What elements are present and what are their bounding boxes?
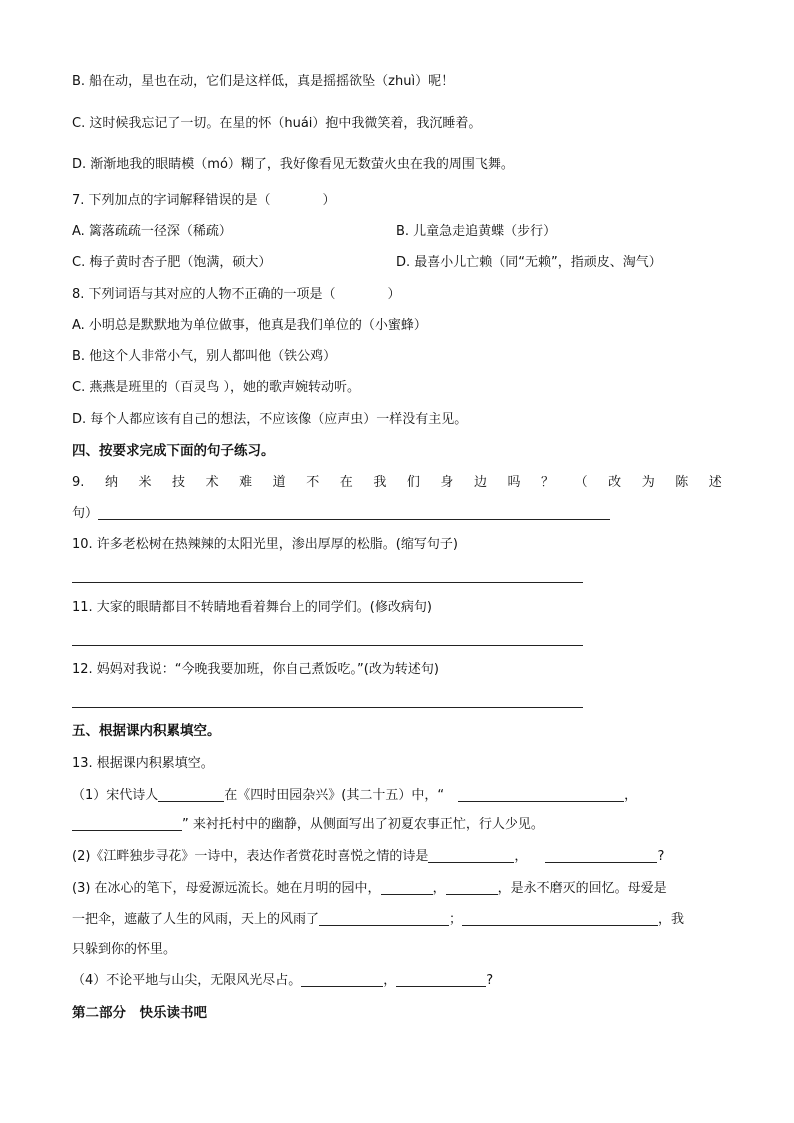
q10-answer-line[interactable] [72,582,583,583]
q10-question: 10. 许多老松树在热辣辣的太阳光里，渗出厚厚的松脂。(缩写句子) [72,537,458,552]
q13-part4 [72,971,493,991]
q9-char: 改 [608,475,622,490]
q13-p1-text-d: ” 来衬托村中的幽静，从侧面写出了初夏农事正忙，行人少见。 [182,817,544,832]
q9-char: ？ [541,475,555,490]
q7-option-d: D. 最喜小儿亡赖（同“无赖”，指顽皮、淘气） [396,255,662,270]
q6-option-c: C. 这时候我忘记了一切。在星的怀（huái）抱中我微笑着，我沉睡着。 [72,116,482,131]
q13-p3-text-e: ； [449,912,463,927]
part2-heading: 第二部分 快乐读书吧 [72,1005,207,1021]
q13-p3-text-d: 一把伞，遮蔽了人生的风雨，天上的风雨了 [72,912,320,927]
q9-char: 技 [172,475,186,490]
q8-stem: 8. 下列词语与其对应的人物不正确的一项是（ ） [72,287,401,302]
q9-char: 边 [473,475,487,490]
q9-char: 难 [239,475,253,490]
q9-char: 们 [406,475,420,490]
q13-p3-blank-2[interactable] [446,880,498,895]
q9-char: 我 [373,475,387,490]
q13-p3-text-a: (3) 在冰心的笔下，母爱源远流长。她在月明的园中， [72,881,381,896]
q13-p2-text-c: ? [657,849,665,864]
q8-option-b: B. 他这个人非常小气，别人都叫他（铁公鸡） [72,349,337,364]
q13-p3-blank-4[interactable] [462,911,658,926]
q12-answer-line[interactable] [72,707,583,708]
q13-p3-text-c: ，是永不磨灭的回忆。母爱是 [497,881,667,896]
q13-part2 [72,847,664,867]
q7-stem: 7. 下列加点的字词解释错误的是（ ） [72,193,336,208]
q9-answer-blank[interactable] [98,505,610,520]
q9-char: 陈 [675,475,689,490]
q13-p4-blank-1[interactable] [301,972,383,987]
q13-p4-text-a: （4）不论平地与山尖，无限风光尽占。 [72,973,302,988]
q13-p1-blank-poet[interactable] [158,787,224,802]
q9-char: 在 [339,475,353,490]
q11-question: 11. 大家的眼睛都目不转睛地看着舞台上的同学们。(修改病句) [72,600,432,615]
q13-p1-text-b: 在《四时田园杂兴》(其二十五）中，“ [224,788,445,803]
section5-heading: 五、根据课内积累填空。 [72,723,221,739]
q9-char: 身 [440,475,454,490]
q13-p3-blank-3[interactable] [319,911,449,926]
q8-option-a: A. 小明总是默默地为单位做事，他真是我们单位的（小蜜蜂） [72,318,427,333]
q6-option-d: D. 渐渐地我的眼睛模（mó）糊了，我好像看见无数萤火虫在我的周围飞舞。 [72,157,514,172]
q13-p1-text-c: ， [624,788,638,803]
q9-char: 9. [72,475,85,490]
q13-p2-text-b: ， [514,849,528,864]
q9-char: 道 [272,475,286,490]
q9-answer-line [72,504,610,524]
q7-option-c: C. 梅子黄时杏子肥（饱满，硕大） [72,255,272,270]
q9-question [72,473,722,493]
q13-p2-blank-1[interactable] [428,848,514,863]
q13-p1-blank-line1[interactable] [458,787,624,802]
q13-p3-blank-1[interactable] [381,880,433,895]
q13-p4-text-c: ? [486,973,494,988]
q8-option-c: C. 燕燕是班里的（百灵鸟 ），她的歌声婉转动听。 [72,380,360,395]
q9-char: 米 [138,475,152,490]
section4-heading: 四、按要求完成下面的句子练习。 [72,443,275,459]
q13-stem: 13. 根据课内积累填空。 [72,756,214,771]
q13-p3-text-f: ，我 [658,912,685,927]
q7-option-a: A. 篱落疏疏一径深（稀疏） [72,224,232,239]
q13-part3-line1 [72,879,667,899]
q13-p4-blank-2[interactable] [396,972,486,987]
q13-p2-blank-2[interactable] [545,848,657,863]
q9-char: 术 [205,475,219,490]
q13-part3-line3: 只躲到你的怀里。 [72,942,177,957]
q13-p1-blank-line2[interactable] [72,816,182,831]
q13-p1-text-a: （1）宋代诗人 [72,788,159,803]
q11-answer-line[interactable] [72,645,583,646]
q13-p3-text-b: ， [432,881,446,896]
q9-char: 吗 [507,475,521,490]
q9-char: 不 [306,475,320,490]
q6-option-b: B. 船在动，星也在动，它们是这样低，真是摇摇欲坠（zhuì）呢！ [72,74,455,89]
q13-p2-text-a: (2)《江畔独步寻花》一诗中，表达作者赏花时喜悦之情的诗是 [72,849,429,864]
q12-question: 12. 妈妈对我说：“今晚我要加班，你自己煮饭吃。”(改为转述句) [72,662,439,677]
q7-option-b: B. 儿童急走追黄蝶（步行） [396,224,557,239]
q13-p4-text-b: ， [383,973,397,988]
q8-option-d: D. 每个人都应该有自己的想法，不应该像（应声虫）一样没有主见。 [72,412,468,427]
q9-char: （ [574,475,588,490]
q9-end: 句） [72,506,99,521]
q13-part1-line2 [72,815,544,835]
q9-char: 为 [641,475,655,490]
q9-char: 纳 [104,475,118,490]
q9-char: 述 [708,475,722,490]
q13-part1-line1 [72,786,637,806]
q13-part3-line2 [72,910,684,930]
